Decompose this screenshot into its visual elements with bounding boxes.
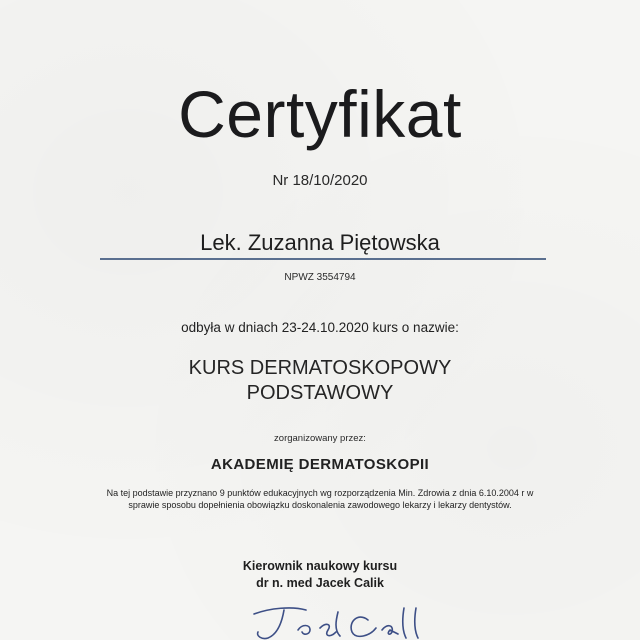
manager-title: Kierownik naukowy kursu	[242, 559, 398, 573]
course-name	[0, 356, 640, 406]
manager-name: dr n. med Jacek Calik	[256, 576, 384, 590]
npwz-number: NPWZ 3554794	[284, 272, 356, 283]
legal-note-line2: sprawie sposobu dopełnienia obowiązku doskonalenia zawodowego lekarzy i lekarzy dentystów.	[128, 500, 512, 510]
legal-note-line1: Na tej podstawie przyznano 9 punktów edukacyjnych wg rozporządzenia Min. Zdrowia z dnia 6.10.2004 r w	[106, 488, 534, 498]
course-intro: odbyła w dniach 23-24.10.2020 kurs o nazwie:	[181, 320, 459, 335]
course-manager	[0, 558, 640, 592]
course-name-line2: PODSTAWOWY	[246, 382, 394, 404]
legal-note	[0, 487, 640, 511]
course-name-line1: KURS DERMATOSKOPOWY	[188, 357, 452, 379]
recipient-name: Lek. Zuzanna Piętowska	[200, 230, 440, 255]
certificate-title: Certyfikat	[178, 77, 462, 151]
name-underline	[100, 258, 546, 260]
handwritten-signature	[240, 600, 440, 640]
organized-by-label: zorganizowany przez:	[274, 433, 366, 444]
organizer-name: AKADEMIĘ DERMATOSKOPII	[210, 456, 430, 473]
certificate-number: Nr 18/10/2020	[272, 172, 368, 189]
